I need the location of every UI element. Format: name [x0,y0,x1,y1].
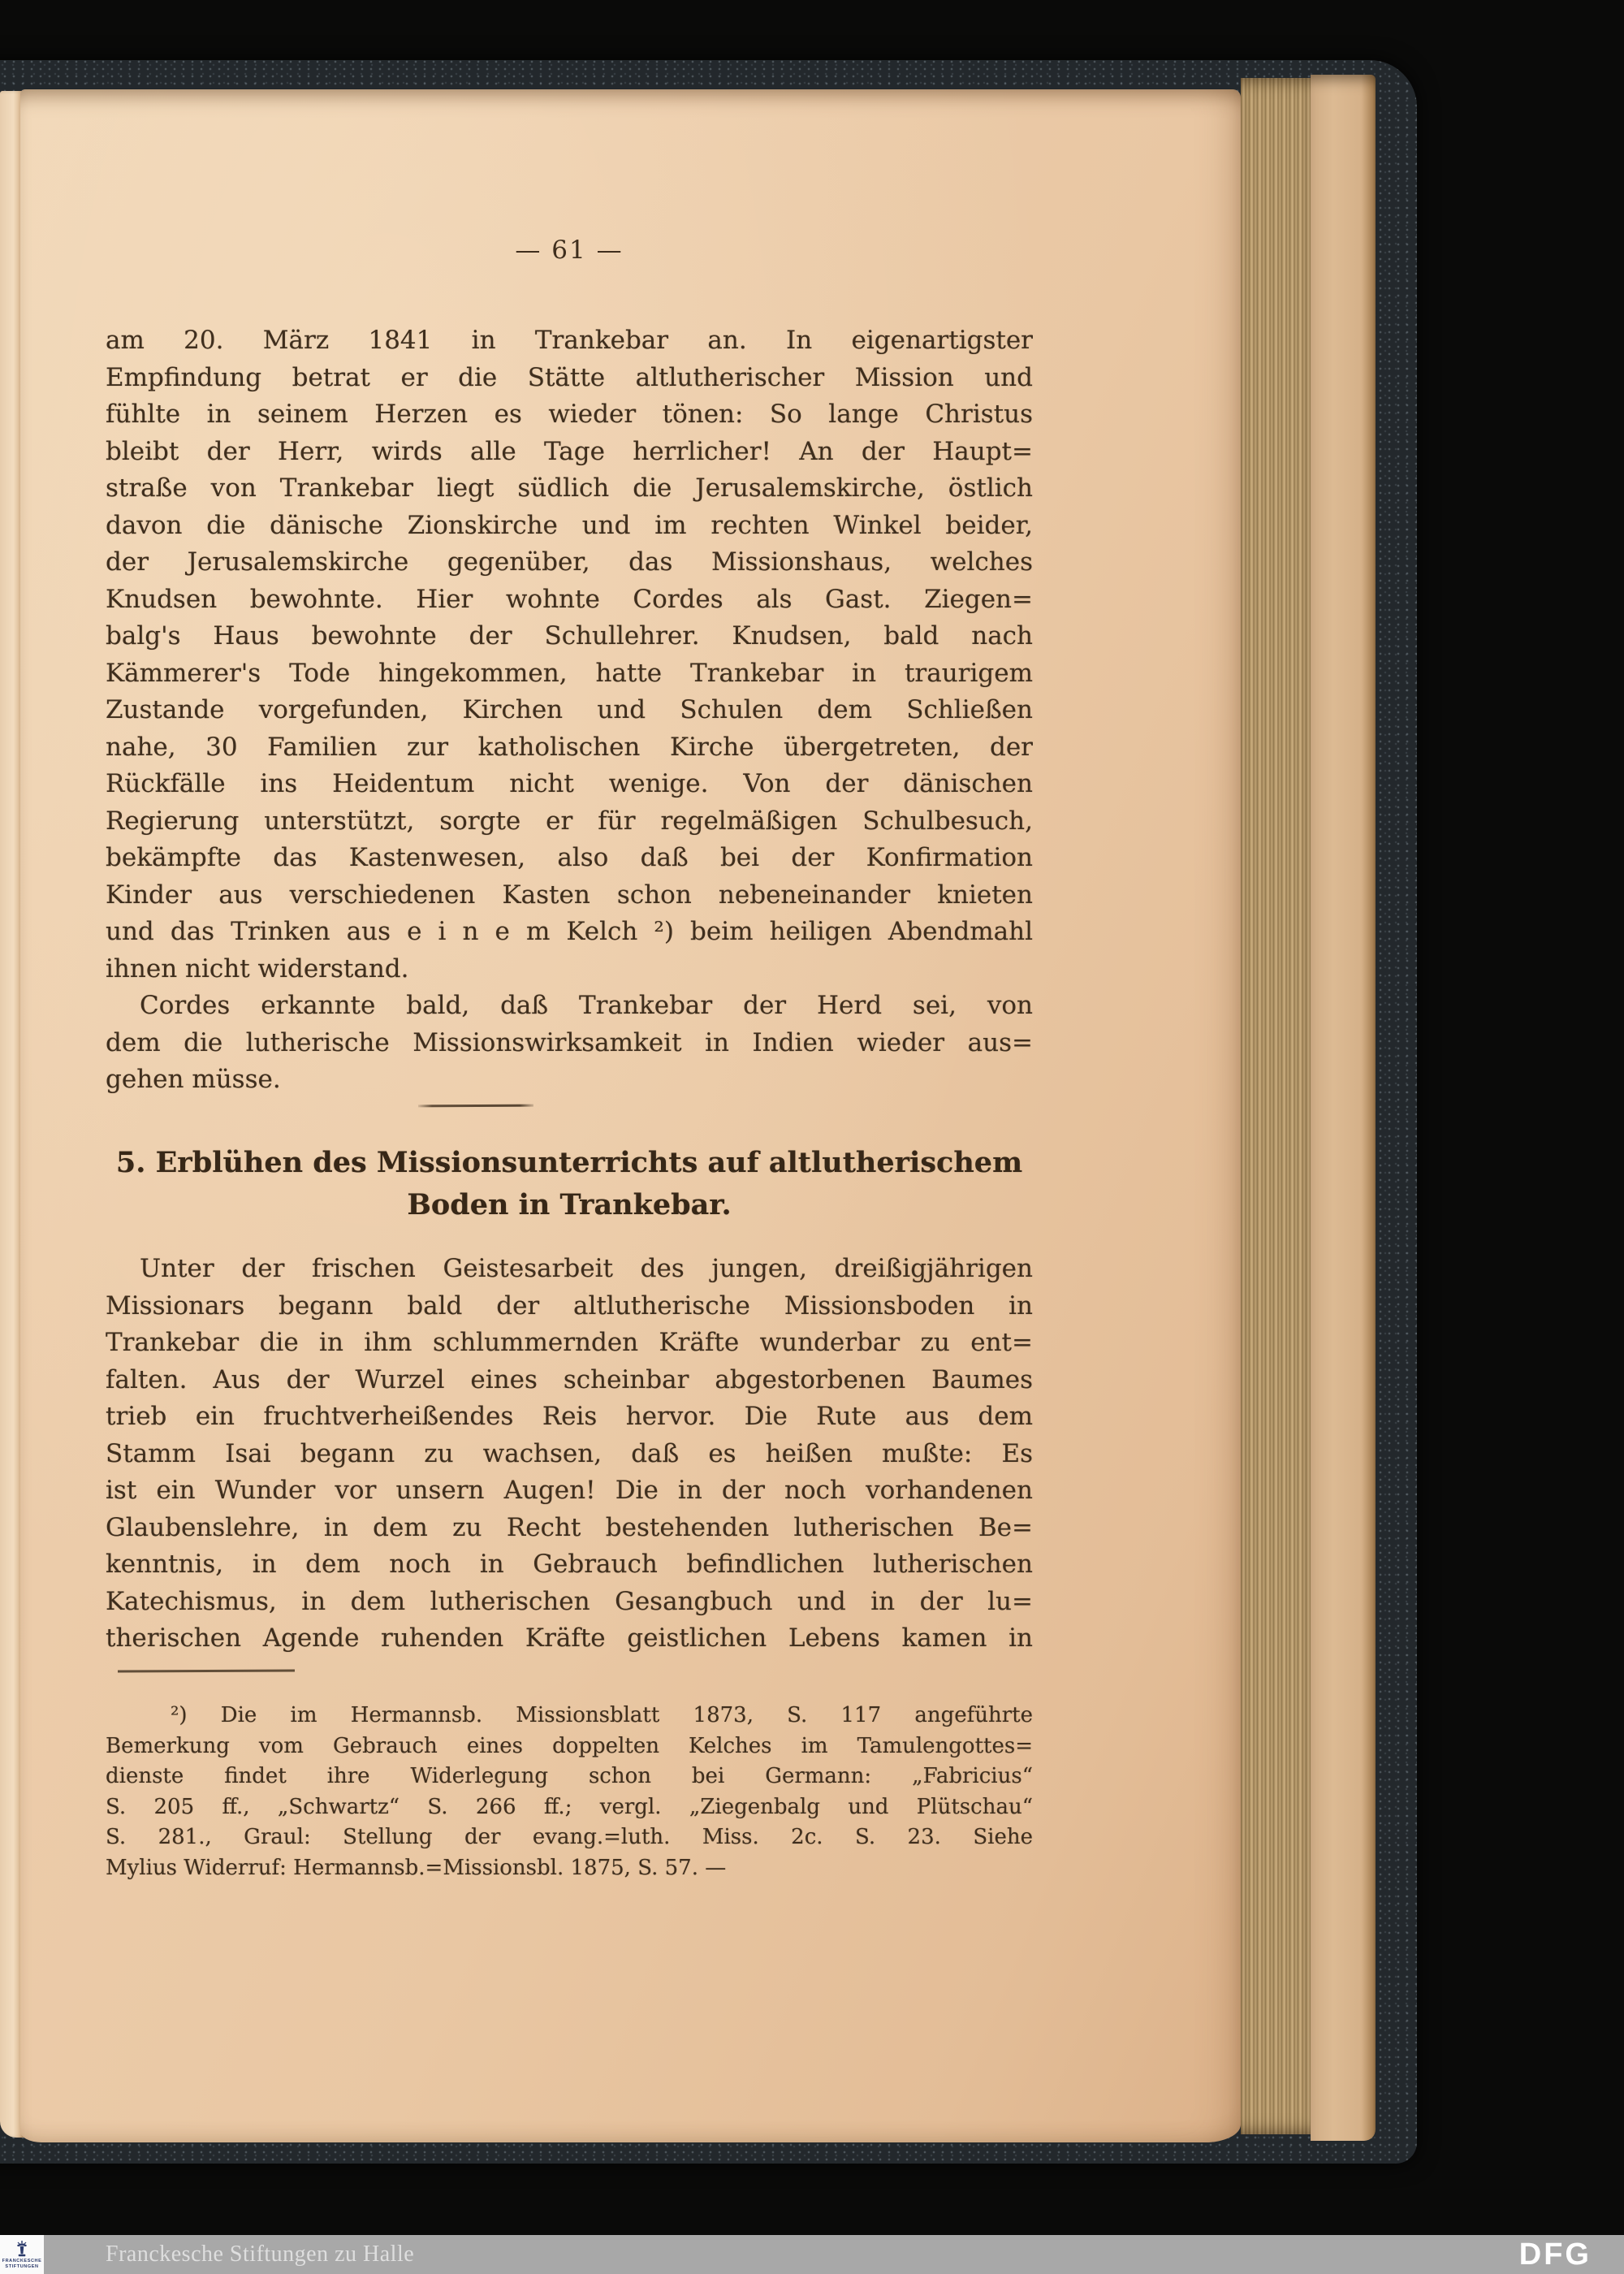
text-line: Knudsen bewohnte. Hier wohnte Cordes als Gast. Ziegen= [106,584,1033,614]
franckesche-emblem-icon [14,2240,30,2259]
text-line: Unter der frischen Geistesarbeit des jungen, dreißigjährigen [140,1254,1033,1283]
text-line: bekämpfte das Kastenwesen, also daß bei der Konfirmation [106,843,1033,872]
text-line: Empfindung betrat er die Stätte altlutherischer Mission und [106,362,1033,392]
text-line: Missionars begann bald der altlutherische Missionsboden in [106,1290,1033,1321]
text-line: dem die lutherische Missionswirksamkeit in Indien wieder aus= [106,1027,1033,1057]
text-line: Stamm Isai begann zu wachsen, daß es heißen mußte: Es [106,1438,1033,1468]
page-number: — 61 — [515,236,624,265]
text-line: falten. Aus der Wurzel eines scheinbar abgestorbenen Baumes [106,1364,1033,1394]
page-edge-stack [1241,78,1311,2134]
text-line: Kämmerer's Tode hingekommen, hatte Trankebar in traurigem [106,658,1033,688]
franckesche-logo-caption-line1: FRANCKESCHE [2,2259,42,2263]
text-line: der Jerusalemskirche gegenüber, das Missionshaus, welches [106,547,1033,577]
paragraph-1 [106,322,1033,988]
text-line: straße von Trankebar liegt südlich die Jerusalemskirche, östlich [106,473,1033,503]
text-line: gehen müsse. [106,1065,281,1094]
text-line: Kinder aus verschiedenen Kasten schon nebeneinander knieten [106,880,1033,910]
paragraph-2 [106,988,1033,1099]
institution-title: Franckesche Stiftungen zu Halle [106,2242,415,2267]
franckesche-logo [0,2235,44,2274]
text-line: ²) Die im Hermannsb. Missionsblatt 1873, S. 117 angeführte [171,1703,1033,1727]
text-line: balg's Haus bewohnte der Schullehrer. Knudsen, bald nach [106,621,1033,651]
text-line: Zustande vorgefunden, Kirchen und Schulen dem Schließen [106,695,1033,724]
franckesche-logo-caption-line2: STIFTUNGEN [5,2263,39,2269]
text-line: S. 205 ff., „Schwartz“ S. 266 ff.; vergl. „Ziegenbalg und Plütschau“ [106,1794,1033,1819]
text-line: bleibt der Herr, wirds alle Tage herrlicher! An der Haupt= [106,436,1033,466]
text-line: ist ein Wunder vor unsern Augen! Die in der noch vorhandenen [106,1476,1033,1505]
text-line: therischen Agende ruhenden Kräfte geistlichen Lebens kamen in [106,1623,1033,1653]
text-line: Regierung unterstützt, sorgte er für regelmäßigen Schulbesuch, [106,806,1033,836]
book-page [20,89,1241,2142]
text-line: nahe, 30 Familien zur katholischen Kirche übergetreten, der [106,732,1033,762]
text-line: Rückfälle ins Heidentum nicht wenige. Von der dänischen [106,769,1033,798]
text-line: Katechismus, in dem lutherischen Gesangbuch und in der lu= [106,1586,1033,1616]
paragraph-3 [106,1251,1033,1658]
chapter-heading-line2: Boden in Trankebar. [407,1188,732,1221]
chapter-heading [106,1142,1033,1226]
text-line: dienste findet ihre Widerlegung schon bei Germann: „Fabricius“ [106,1764,1033,1788]
text-line: ihnen nicht widerstand. [106,953,409,984]
text-line: fühlte in seinem Herzen es wieder tönen: So lange Christus [106,400,1033,429]
chapter-heading-line1: 5. Erblühen des Missionsunterrichts auf altlutherischem [115,1146,1023,1179]
text-line: kenntnis, in dem noch in Gebrauch befindlichen lutherischen [106,1550,1033,1579]
text-line: trieb ein fruchtverheißendes Reis hervor. Die Rute aus dem [106,1402,1033,1431]
text-line: Trankebar die in ihm schlummernden Kräfte wunderbar zu ent= [106,1328,1033,1357]
text-line: davon die dänische Zionskirche und im rechten Winkel beider, [106,510,1033,540]
text-line: Bemerkung vom Gebrauch eines doppelten Kelches im Tamulengottes= [106,1733,1033,1758]
text-line: Cordes erkannte bald, daß Trankebar der Herd sei, von [140,991,1033,1020]
text-line: Glaubenslehre, in dem zu Recht bestehenden lutherischen Be= [106,1512,1033,1542]
text-line: am 20. März 1841 in Trankebar an. In eigenartigster [106,326,1033,355]
text-line: und das Trinken aus e i n e m Kelch ²) beim heiligen Abendmahl [106,917,1033,946]
under-page-edge [1311,75,1376,2141]
text-line: S. 281., Graul: Stellung der evang.=luth. Miss. 2c. S. 23. Siehe [106,1825,1033,1849]
footnote [106,1701,1033,1883]
footnote-rule [118,1670,295,1673]
section-divider [418,1105,533,1108]
franckesche-logo-caption [2,2259,42,2269]
footer-bar [0,2235,1624,2274]
text-line: Mylius Widerruf: Hermannsb.=Missionsbl. 1875, S. 57. — [106,1855,727,1880]
dfg-logo: DFG [1518,2237,1592,2272]
